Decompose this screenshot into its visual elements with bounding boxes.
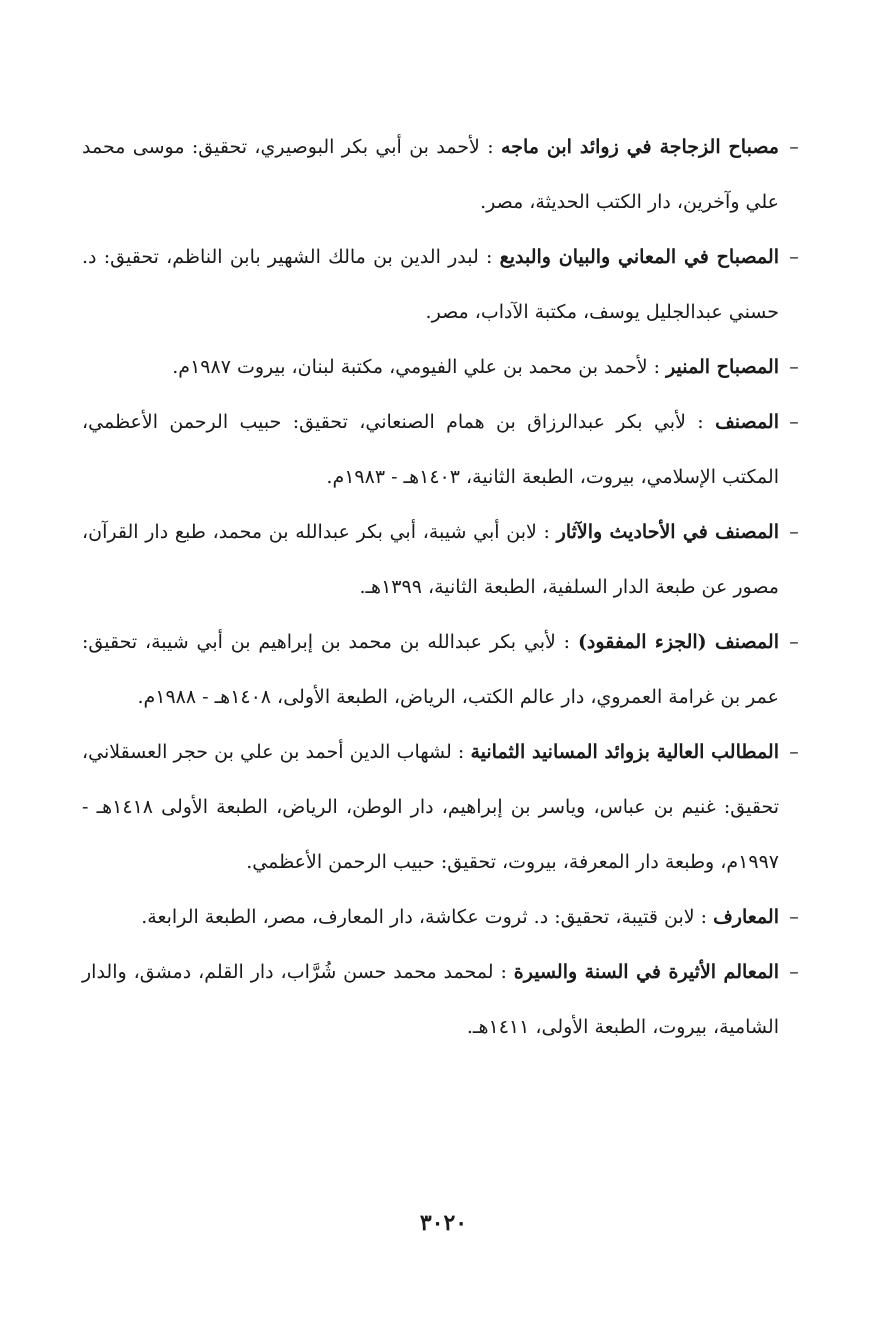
entry-title: المصنف xyxy=(715,411,779,433)
bibliography-entry xyxy=(82,890,805,945)
entry-dash: – xyxy=(789,961,799,983)
entry-title: المطالب العالية بزوائد المسانيد الثمانية xyxy=(470,741,779,763)
page-number: ٣٠٢٠ xyxy=(419,1210,468,1236)
entry-text: : لابن أبي شيبة، أبي بكر عبدالله بن محمد، طبع دار القرآن، مصور عن طبعة الدار السلفية، الطبعة الثانية، ١٣٩٩هـ. xyxy=(82,521,779,598)
entry-text: : لأحمد بن أبي بكر البوصيري، تحقيق: موسى محمد علي وآخرين، دار الكتب الحديثة، مصر. xyxy=(82,136,779,213)
entry-dash: – xyxy=(789,411,799,433)
entry-title: مصباح الزجاجة في زوائد ابن ماجه xyxy=(501,136,779,158)
bibliography-entry xyxy=(82,725,805,890)
entry-text: : لأحمد بن محمد بن علي الفيومي، مكتبة لبنان، بيروت ١٩٨٧م. xyxy=(172,356,661,378)
entry-text: : لمحمد محمد حسن شُرَّاب، دار القلم، دمشق، والدار الشامية، بيروت، الطبعة الأولى، ١٤١١هـ. xyxy=(82,961,779,1038)
entry-dash: – xyxy=(789,136,799,158)
entry-title: المصباح في المعاني والبيان والبديع xyxy=(499,246,779,268)
entry-text: : لأبي بكر عبدالرزاق بن همام الصنعاني، تحقيق: حبيب الرحمن الأعظمي، المكتب الإسلامي، بيروت، الطبعة الثانية، ١٤٠٣هـ - ١٩٨٣م. xyxy=(82,411,779,488)
bibliography-page xyxy=(82,120,805,1055)
entry-dash: – xyxy=(789,246,799,268)
entry-title: المصنف في الأحاديث والآثار xyxy=(556,521,779,543)
entry-text: : لأبي بكر عبدالله بن محمد بن إبراهيم بن أبي شيبة، تحقيق: عمر بن غرامة العمروي، دار عالم الكتب، الرياض، الطبعة الأولى، ١٤٠٨هـ - ١٩٨٨م. xyxy=(82,631,779,708)
entry-text: : لبدر الدين بن مالك الشهير بابن الناظم، تحقيق: د. حسني عبدالجليل يوسف، مكتبة الآداب، مصر. xyxy=(82,246,779,323)
bibliography-entry xyxy=(82,395,805,505)
bibliography-entry xyxy=(82,945,805,1055)
entry-title: المعالم الأثيرة في السنة والسيرة xyxy=(513,961,779,983)
bibliography-entry xyxy=(82,505,805,615)
entry-dash: – xyxy=(789,356,799,378)
entry-dash: – xyxy=(789,906,799,928)
entry-dash: – xyxy=(789,741,799,763)
entry-dash: – xyxy=(789,521,799,543)
bibliography-entry xyxy=(82,340,805,395)
bibliography-entry xyxy=(82,615,805,725)
bibliography-entry xyxy=(82,120,805,230)
entry-title: المصنف (الجزء المفقود) xyxy=(577,631,779,653)
entry-text: : لشهاب الدين أحمد بن علي بن حجر العسقلاني، تحقيق: غنيم بن عباس، وياسر بن إبراهيم، دار الوطن، الرياض، الطبعة الأولى ١٤١٨هـ - ١٩٩٧م، وطبعة دار المعرفة، بيروت، تحقيق: حبيب الرحمن الأعظمي. xyxy=(82,741,779,873)
entry-title: المعارف xyxy=(713,906,779,928)
entry-dash: – xyxy=(789,631,799,653)
bibliography-entry xyxy=(82,230,805,340)
entry-text: : لابن قتيبة، تحقيق: د. ثروت عكاشة، دار المعارف، مصر، الطبعة الرابعة. xyxy=(141,906,708,928)
entry-title: المصباح المنير xyxy=(666,356,779,378)
